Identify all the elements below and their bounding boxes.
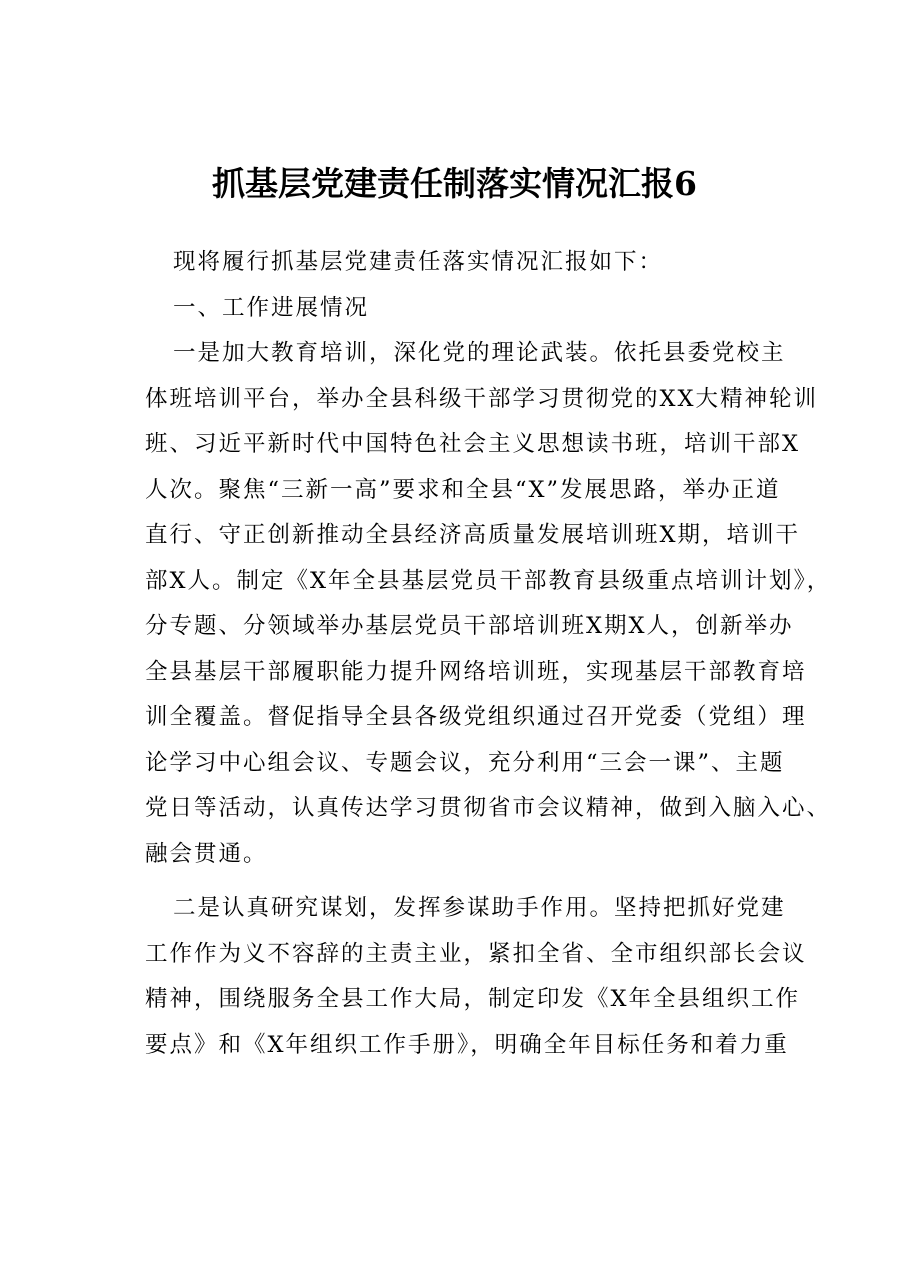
paragraph-line: 现将履行抓基层党建责任落实情况汇报如下：	[173, 249, 664, 275]
paragraph-line: 班、习近平新时代中国特色社会主义思想读书班，培训干部X	[145, 431, 801, 457]
paragraph-line: 二是认真研究谋划，发挥参谋助手作用。坚持把抓好党建	[173, 895, 786, 921]
document-title: 抓基层党建责任制落实情况汇报6	[212, 164, 697, 203]
paragraph-gap	[145, 877, 820, 886]
paragraph-line: 要点》和《X年组织工作手册》，明确全年目标任务和着力重	[145, 1031, 789, 1058]
paragraph-line: 部X人。制定《X年全县基层党员干部教育县级重点培训计划》，	[145, 567, 832, 594]
paragraph-line: 工作作为义不容辞的主责主业，紧扣全省、全市组织部长会议	[145, 940, 807, 967]
paragraph-line: 人次。聚焦“三新一高”要求和全县“X”发展思路，举办正道	[145, 476, 781, 503]
paragraph-line: 直行、守正创新推动全县经济高质量发展培训班X期，培训干	[145, 522, 801, 548]
paragraph-line: 全县基层干部履职能力提升网络培训班，实现基层干部教育培	[145, 658, 807, 685]
paragraph-line: 融会贯通。	[145, 840, 268, 867]
paragraph-line: 训全覆盖。督促指导全县各级党组织通过召开党委（党组）理	[145, 704, 807, 730]
paragraph-line: 论学习中心组会议、专题会议，充分利用“三会一课”、主题	[145, 749, 785, 776]
section-heading: 一、工作进展情况	[173, 294, 370, 321]
paragraph-line: 分专题、分领域举办基层党员干部培训班X期X人，创新举办	[145, 613, 794, 639]
paragraph-line: 精神，围绕服务全县工作大局，制定印发《X年全县组织工作	[145, 986, 801, 1012]
paragraph-line: 党日等活动，认真传达学习贯彻省市会议精神，做到入脑入心、	[145, 795, 832, 821]
document-body	[145, 240, 832, 1068]
paragraph-line: 一是加大教育培训，深化党的理论武装。依托县委党校主	[173, 340, 786, 366]
paragraph-line: 体班培训平台，举办全县科级干部学习贯彻党的XX大精神轮训	[145, 385, 819, 412]
